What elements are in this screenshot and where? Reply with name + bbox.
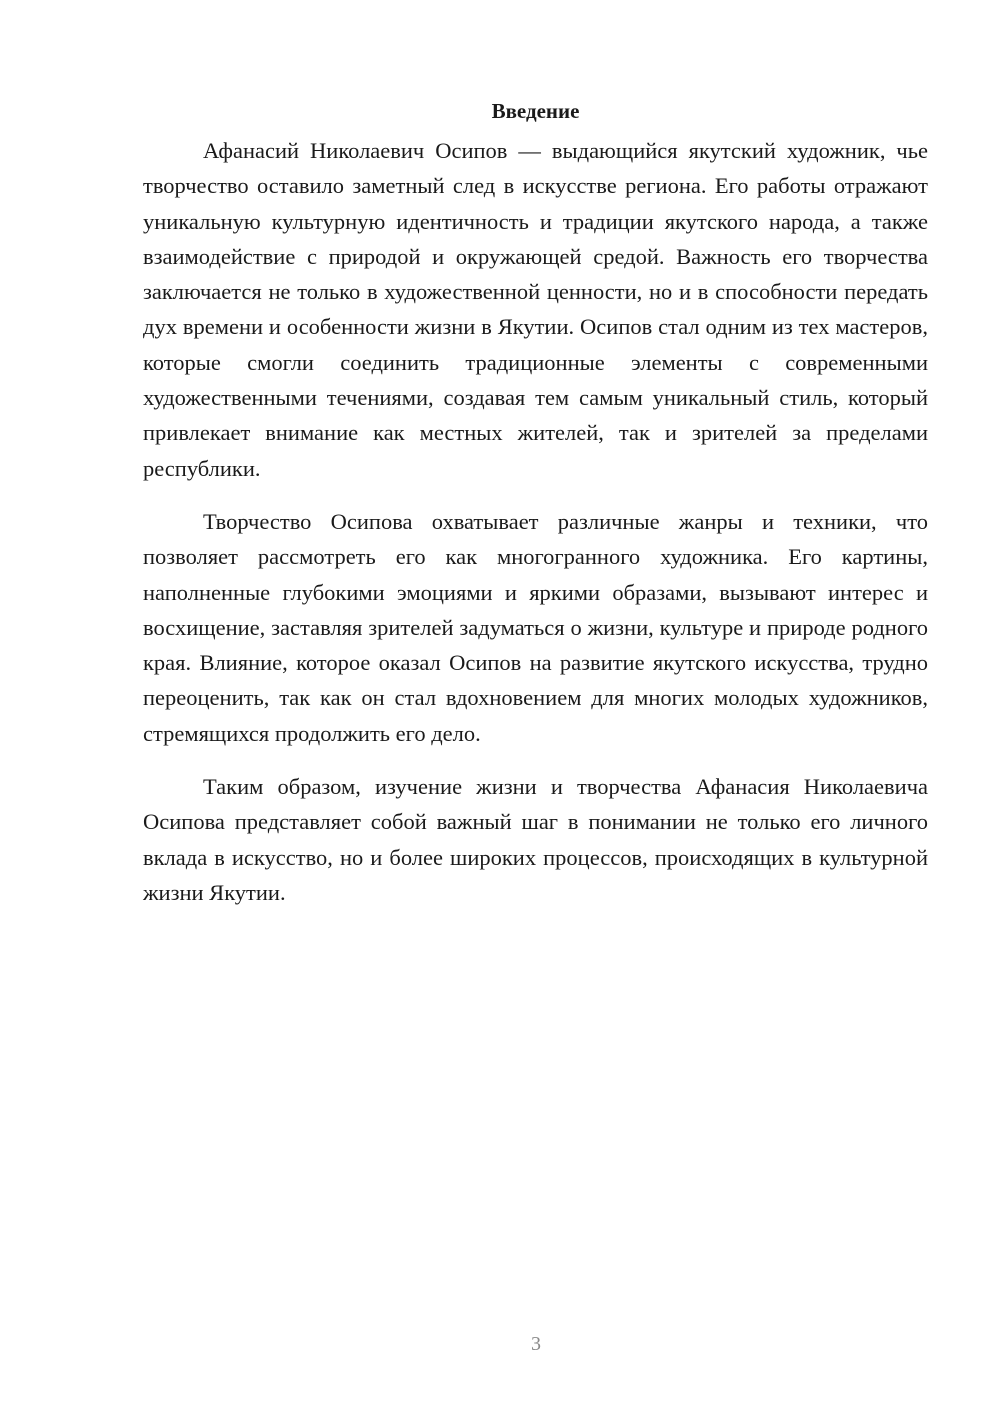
paragraph-conclusion: Таким образом, изучение жизни и творчества Афанасия Николаевича Осипова представляет собой важный шаг в понимании не только его личного вклада в искусство, но и более широких процессов, происходящих в культурной жизни Якутии. [143, 774, 928, 905]
section-heading: Введение [491, 99, 580, 123]
page-content [143, 95, 928, 928]
paragraph-intro: Афанасий Николаевич Осипов — выдающийся якутский художник, чье творчество оставило заметный след в искусстве региона. Его работы отражают уникальную культурную идентичность и традиции якутского народа, а также взаимодействие с природой и окружающей средой. Важность его творчества заключается не только в художественной ценности, но и в способности передать дух времени и особенности жизни в Якутии. Осипов стал одним из тех мастеров, которые смогли соединить традиционные элементы с современными художественными течениями, создавая тем самым уникальный стиль, который привлекает внимание как местных жителей, так и зрителей за пределами республики. [143, 138, 928, 481]
paragraph-creativity: Творчество Осипова охватывает различные жанры и техники, что позволяет рассмотреть его как многогранного художника. Его картины, наполненные глубокими эмоциями и яркими образами, вызывают интерес и восхищение, заставляя зрителей задуматься о жизни, культуре и природе родного края. Влияние, которое оказал Осипов на развитие якутского искусства, трудно переоценить, так как он стал вдохновением для многих молодых художников, стремящихся продолжить его дело. [143, 508, 928, 746]
page-number: 3 [531, 1333, 541, 1355]
